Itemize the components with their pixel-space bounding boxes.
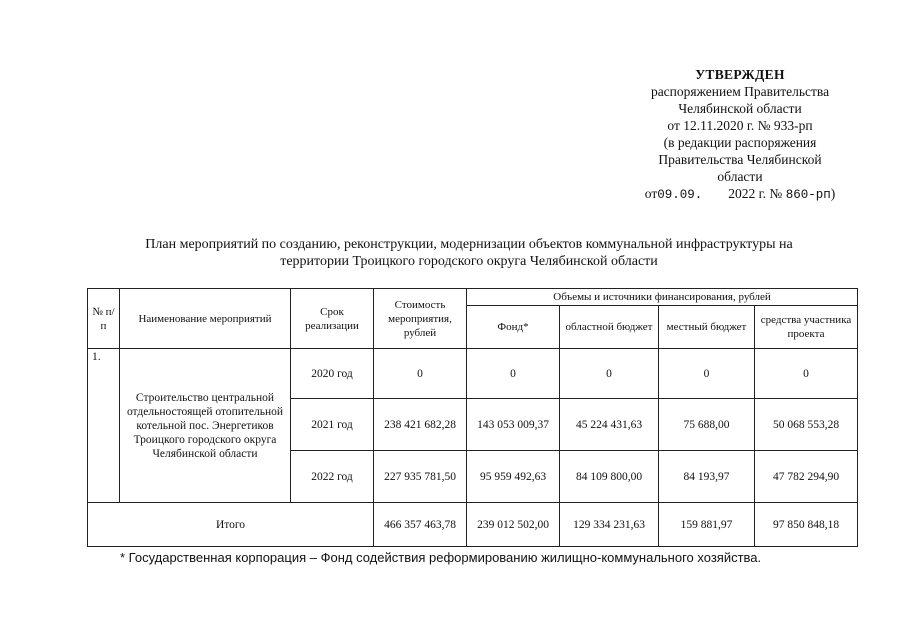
regional-cell: 0 xyxy=(560,349,659,399)
fund-cell: 143 053 009,37 xyxy=(467,399,560,451)
year-cell: 2020 год xyxy=(291,349,374,399)
approval-line-3: от 12.11.2020 г. № 933-рп xyxy=(667,118,813,133)
year-cell: 2022 год xyxy=(291,451,374,503)
local-cell: 75 688,00 xyxy=(659,399,755,451)
document-title xyxy=(100,236,838,270)
approval-line-2: Челябинской области xyxy=(678,101,802,116)
approval-line-4: (в редакции распоряжения xyxy=(663,135,817,150)
edition-mid: 2022 г. № xyxy=(728,186,786,201)
cost-cell: 238 421 682,28 xyxy=(374,399,467,451)
participant-cell: 47 782 294,90 xyxy=(755,451,858,503)
local-cell: 0 xyxy=(659,349,755,399)
header-cost: Стоимость мероприятия, рублей xyxy=(374,289,467,349)
total-row xyxy=(88,503,858,547)
participant-cell: 0 xyxy=(755,349,858,399)
title-line-1: План мероприятий по созданию, реконструкции, модернизации объектов коммунальной инфраструктуры на xyxy=(145,237,793,252)
participant-cell: 50 068 553,28 xyxy=(755,399,858,451)
title-line-2: территории Троицкого городского округа Челябинской области xyxy=(280,254,658,269)
regional-cell: 45 224 431,63 xyxy=(560,399,659,451)
plan-table xyxy=(87,288,858,547)
approval-line-6: области xyxy=(717,169,763,184)
header-term: Срок реализации xyxy=(291,289,374,349)
row-number: 1. xyxy=(88,349,120,503)
regional-cell: 84 109 800,00 xyxy=(560,451,659,503)
header-financing: Объемы и источники финансирования, рублей xyxy=(467,289,858,306)
header-fund: Фонд* xyxy=(467,306,560,349)
cost-cell: 0 xyxy=(374,349,467,399)
year-cell: 2021 год xyxy=(291,399,374,451)
fund-cell: 95 959 492,63 xyxy=(467,451,560,503)
approval-heading: УТВЕРЖДЕН xyxy=(695,67,785,82)
total-participant: 97 850 848,18 xyxy=(755,503,858,547)
edition-number: 860-рп xyxy=(785,188,831,202)
edition-prefix: от xyxy=(644,186,658,201)
header-participant: средства участника проекта xyxy=(755,306,858,349)
approval-edition-line xyxy=(628,185,852,204)
total-cost: 466 357 463,78 xyxy=(374,503,467,547)
total-label: Итого xyxy=(88,503,374,547)
local-cell: 84 193,97 xyxy=(659,451,755,503)
header-number: № п/п xyxy=(88,289,120,349)
total-regional: 129 334 231,63 xyxy=(560,503,659,547)
fund-cell: 0 xyxy=(467,349,560,399)
edition-suffix: ) xyxy=(830,186,836,201)
cost-cell: 227 935 781,50 xyxy=(374,451,467,503)
total-local: 159 881,97 xyxy=(659,503,755,547)
table-row xyxy=(88,349,858,399)
header-local: местный бюджет xyxy=(659,306,755,349)
approval-stamp xyxy=(628,66,852,204)
approval-line-1: распоряжением Правительства xyxy=(650,84,830,99)
header-name: Наименование мероприятий xyxy=(120,289,291,349)
header-regional: областной бюджет xyxy=(560,306,659,349)
activity-name: Строительство центральной отдельностоящей отопительной котельной пос. Энергетиков Троицкого городского округа Челябинской области xyxy=(120,349,291,503)
edition-date: 09.09. xyxy=(657,188,703,202)
total-fund: 239 012 502,00 xyxy=(467,503,560,547)
footnote: * Государственная корпорация – Фонд содействия реформированию жилищно-коммунального хозяйства. xyxy=(120,550,762,565)
approval-line-5: Правительства Челябинской xyxy=(658,152,822,167)
